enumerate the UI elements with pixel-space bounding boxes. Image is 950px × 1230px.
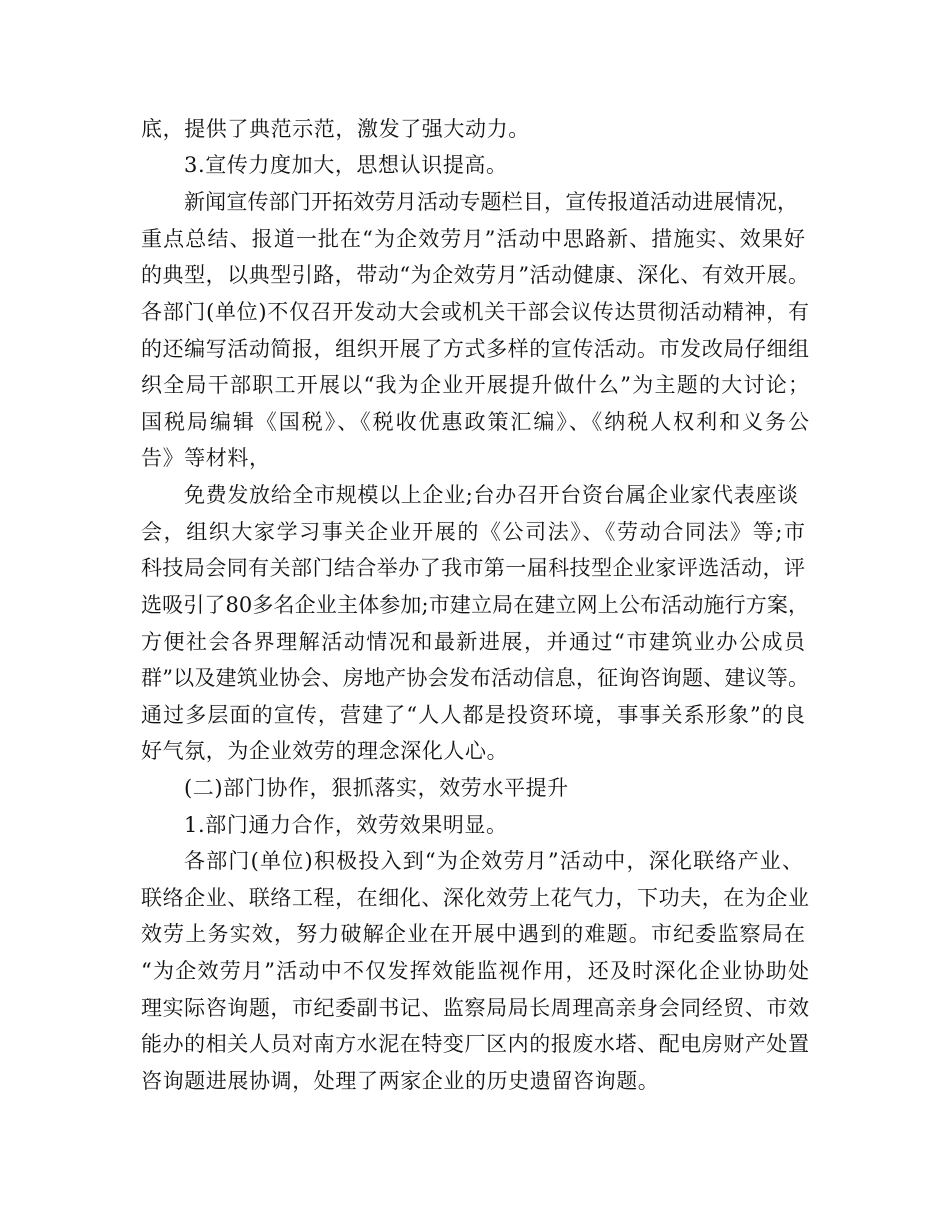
text-line: 选吸引了80多名企业主体参加;市建立局在建立网上公布活动施行方案， <box>141 593 809 617</box>
section-heading: (二)部门协作，狠抓落实，效劳水平提升 <box>184 776 569 800</box>
text-line: 的还编写活动简报，组织开展了方式多样的宣传活动。市发改局仔细组 <box>141 337 809 361</box>
text-line: 好气氛，为企业效劳的理念深化人心。 <box>141 739 509 763</box>
text-line: 的典型，以典型引路，带动“为企效劳月”活动健康、深化、有效开展。 <box>141 263 809 287</box>
text-line: 效劳上务实效，努力破解企业在开展中遇到的难题。市纪委监察局在 <box>141 922 805 946</box>
text-line: 各部门(单位)不仅召开发动大会或机关干部会议传达贯彻活动精神，有 <box>141 300 809 324</box>
text-line: 科技局会同有关部门结合举办了我市第一届科技型企业家评选活动，评 <box>141 556 805 580</box>
text-line: 通过多层面的宣传，营建了“人人都是投资环境，事事关系形象”的良 <box>141 703 805 727</box>
text-line: 理实际咨询题，市纪委副书记、监察局局长周理高亲身会同经贸、市效 <box>141 996 809 1020</box>
text-line: 底，提供了典范示范，激发了强大动力。 <box>141 117 530 141</box>
text-line: 方便社会各界理解活动情况和最新进展，并通过“市建筑业办公成员 <box>141 630 805 654</box>
text-line: 咨询题进展协调，处理了两家企业的历史遗留咨询题。 <box>141 1069 660 1093</box>
text-line: 织全局干部职工开展以“我为企业开展提升做什么”为主题的大讨论； <box>141 373 809 397</box>
text-line: 会，组织大家学习事关企业开展的《公司法》、《劳动合同法》等;市 <box>141 520 805 544</box>
text-line: 联络企业、联络工程，在细化、深化效劳上花气力，下功夫，在为企业 <box>141 886 809 910</box>
text-line: 重点总结、报道一批在“为企效劳月”活动中思路新、措施实、效果好 <box>141 227 805 251</box>
text-line: 3.宣传力度加大，思想认识提高。 <box>184 153 508 177</box>
subsection-heading: 1.部门通力合作，效劳效果明显。 <box>184 813 508 837</box>
text-line: 免费发放给全市规模以上企业;台办召开台资台属企业家代表座谈 <box>184 483 798 507</box>
text-line: 告》等材料， <box>141 446 271 470</box>
text-line: 群”以及建筑业协会、房地产协会发布活动信息，征询咨询题、建议等。 <box>141 666 809 690</box>
text-line: 新闻宣传部门开拓效劳月活动专题栏目，宣传报道活动进展情况， <box>184 190 798 214</box>
text-line: 各部门(单位)积极投入到“为企效劳月”活动中，深化联络产业、 <box>184 849 803 873</box>
text-line: “为企效劳月”活动中不仅发挥效能监视作用，还及时深化企业协助处 <box>141 959 809 983</box>
text-line: 国税局编辑《国税》、《税收优惠政策汇编》、《纳税人权利和义务公 <box>141 410 809 434</box>
text-line: 能办的相关人员对南方水泥在特变厂区内的报废水塔、配电房财产处置 <box>141 1032 809 1056</box>
